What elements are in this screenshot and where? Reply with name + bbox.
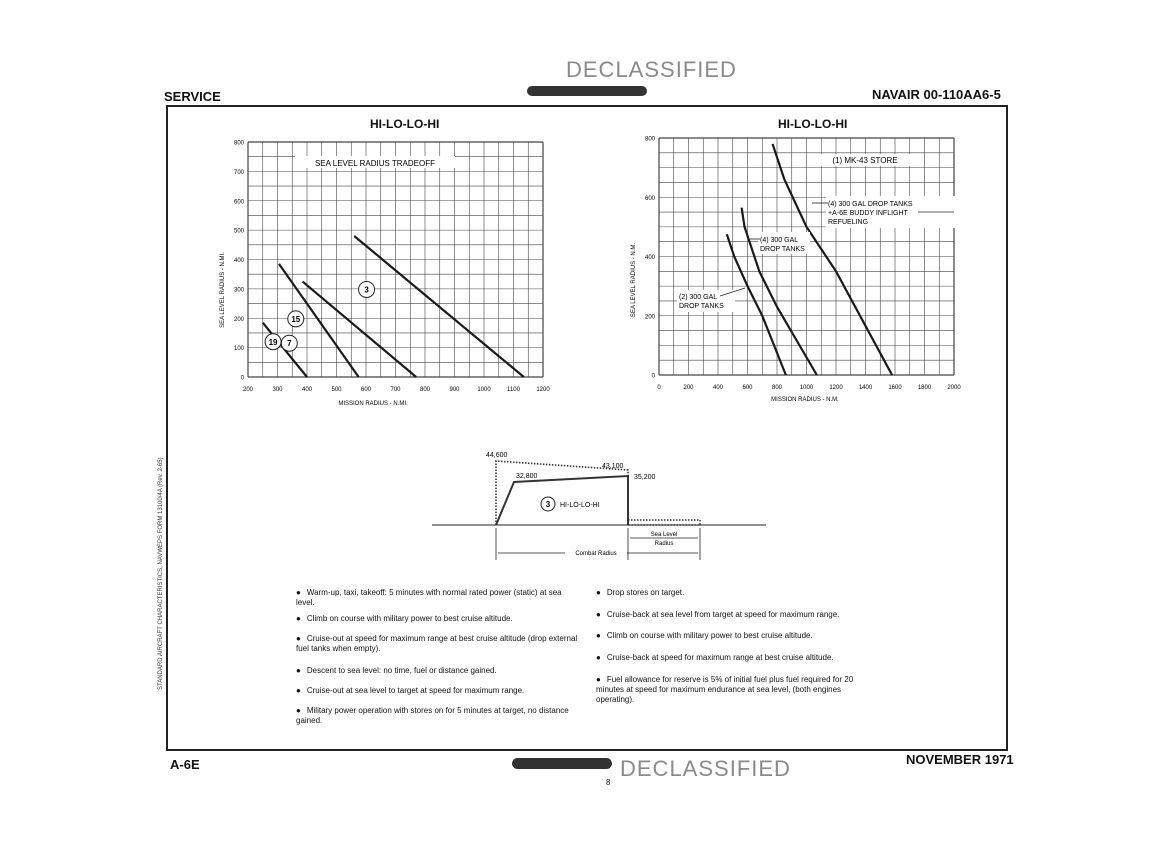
x-tick-label: 1000 <box>799 385 814 391</box>
left-chart-ylabel: SEA LEVEL RADIUS - N.MI. <box>220 252 226 328</box>
series-line-2 <box>773 144 892 375</box>
note-right-3: ● Climb on course with military power to best cruise altitude. <box>596 631 813 640</box>
y-tick-label: 700 <box>233 169 244 176</box>
left-chart-x-ticks <box>243 387 550 393</box>
y-tick-label: 300 <box>233 287 244 294</box>
mission-profile-diagram <box>430 448 775 563</box>
series-line-2 <box>303 282 417 377</box>
notes-left <box>296 588 582 726</box>
left-chart-title: HI-LO-LO-HI <box>370 117 440 131</box>
header-doc-number: NAVAIR 00-110AA6-5 <box>872 87 1001 102</box>
declassified-stamp-top: DECLASSIFIED <box>566 57 737 82</box>
page-number: 8 <box>606 778 611 787</box>
redaction-bar-bottom <box>512 758 612 769</box>
y-tick-label: 800 <box>233 140 244 147</box>
y-tick-label: 800 <box>644 136 655 143</box>
mission-label: HI-LO-LO-HI <box>560 502 600 509</box>
note-left-5: ● Cruise-out at sea level to target at speed for maximum range. <box>296 686 525 695</box>
y-tick-label: 600 <box>233 199 244 206</box>
y-tick-label: 400 <box>233 258 244 264</box>
y-tick-label: 600 <box>644 195 655 202</box>
note-left-4: ● Descent to sea level: no time, fuel or distance gained. <box>296 666 497 675</box>
annotation-2-tanks-b: DROP TANKS <box>679 303 724 310</box>
note-left-3: ● Cruise-out at speed for maximum range at best cruise altitude (drop external fuel tanks when empty). <box>296 634 578 653</box>
sea-level-radius-label-1: Sea Level <box>650 532 678 538</box>
left-chart-y-ticks <box>234 141 245 382</box>
x-tick-label: 1100 <box>507 387 520 393</box>
right-chart-y-ticks <box>645 137 656 380</box>
note-right-4: ● Cruise-back at speed for maximum range at best cruise altitude. <box>596 653 834 662</box>
curve-badge-label: 15 <box>291 314 301 324</box>
y-tick-label: 500 <box>233 228 244 235</box>
footer-aircraft: A-6E <box>170 757 200 772</box>
y-tick-label: 0 <box>240 375 244 382</box>
x-tick-label: 200 <box>242 387 254 393</box>
right-chart-ylabel: SEA LEVEL RADIUS - N.M. <box>631 242 637 318</box>
right-chart-annotations <box>677 196 956 312</box>
right-chart <box>620 130 970 415</box>
note-left-1: ● Warm-up, taxi, takeoff: 5 minutes with normal rated power (static) at sea level. <box>296 588 562 607</box>
annotation-4-tanks: (4) 300 GAL <box>760 237 799 244</box>
left-chart-series <box>263 236 524 377</box>
sea-level-radius-label-2: Radius <box>654 541 674 547</box>
left-chart-inner-label: SEA LEVEL RADIUS TRADEOFF <box>314 159 436 168</box>
note-right-2: ● Cruise-back at sea level from target at speed for maximum range. <box>596 610 840 619</box>
declassified-stamp-bottom: DECLASSIFIED <box>620 756 791 781</box>
profile-solid-path <box>496 476 628 525</box>
left-chart-curve-badges <box>265 281 375 351</box>
x-tick-label: 200 <box>683 385 694 391</box>
x-tick-label: 1800 <box>917 385 932 391</box>
alt-44600: 44,600 <box>486 452 508 459</box>
annotation-4-tanks-b: DROP TANKS <box>760 246 805 253</box>
series-line-3 <box>354 236 524 377</box>
curve-badge-label: 3 <box>364 285 369 295</box>
x-tick-label: 2000 <box>947 385 961 391</box>
annotation-refueling: REFUELING <box>828 219 869 226</box>
curve-badge-label: 7 <box>287 339 292 349</box>
y-tick-label: 0 <box>651 373 655 380</box>
curve-badge-label: 19 <box>268 337 278 347</box>
y-tick-label: 200 <box>233 316 244 323</box>
x-tick-label: 1000 <box>477 387 491 393</box>
x-tick-label: 600 <box>742 385 753 391</box>
y-tick-label: 100 <box>233 346 244 353</box>
x-tick-label: 800 <box>771 385 783 391</box>
x-tick-label: 1200 <box>829 385 843 391</box>
x-tick-label: 800 <box>419 387 431 393</box>
x-tick-label: 500 <box>331 387 342 393</box>
x-tick-label: 400 <box>712 385 724 391</box>
sidebar-form-text: STANDARD AIRCRAFT CHARACTERISTICS, NAVWEPS FORM 13100/4A (Rev. 2-65) <box>158 457 164 690</box>
left-chart-xlabel: MISSION RADIUS - N.MI. <box>338 401 408 407</box>
note-left-2: ● Climb on course with military power to best cruise altitude. <box>296 614 513 623</box>
x-tick-label: 600 <box>360 387 372 393</box>
right-chart-xlabel: MISSION RADIUS - N.M. <box>771 397 839 403</box>
header-service: SERVICE <box>164 89 221 104</box>
annotation-2-tanks: (2) 300 GAL <box>679 294 718 301</box>
combat-radius-label: Combat Radius <box>575 551 617 557</box>
note-right-1: ● Drop stores on target. <box>596 588 685 597</box>
x-tick-label: 700 <box>390 387 401 393</box>
note-right-5: ● Fuel allowance for reserve is 5% of initial fuel plus fuel required for 20 minutes at speed for maximum endurance at sea level, (both engines operating). <box>596 675 854 704</box>
alt-43100: 43,100 <box>602 463 624 470</box>
alt-35200: 35,200 <box>634 474 656 481</box>
x-tick-label: 1600 <box>888 385 902 391</box>
left-chart <box>200 130 570 415</box>
x-tick-label: 0 <box>657 385 661 391</box>
right-chart-series <box>727 144 892 375</box>
x-tick-label: 1400 <box>858 385 873 391</box>
y-tick-label: 200 <box>644 314 655 321</box>
right-chart-title: HI-LO-LO-HI <box>778 117 848 131</box>
note-left-6: ● Military power operation with stores on for 5 minutes at target, no distance gained. <box>296 706 569 725</box>
right-chart-grid <box>659 138 954 375</box>
annotation-4-tanks-buddy: (4) 300 GAL DROP TANKS <box>828 201 913 208</box>
profile-dotted-path <box>496 461 628 525</box>
y-tick-label: 400 <box>644 255 655 261</box>
right-chart-x-ticks <box>657 385 961 391</box>
x-tick-label: 1200 <box>536 387 550 393</box>
x-tick-label: 300 <box>272 387 283 393</box>
mission-number: 3 <box>545 500 551 509</box>
notes-right <box>596 588 876 705</box>
redaction-bar-top <box>527 86 647 96</box>
x-tick-label: 400 <box>301 387 313 393</box>
annotation-buddy-refuel: +A-6E BUDDY INFLIGHT <box>828 210 908 217</box>
right-chart-store-label: (1) MK-43 STORE <box>832 156 898 165</box>
sea-level-segment <box>628 520 700 525</box>
alt-32800: 32,800 <box>516 473 538 480</box>
footer-date: NOVEMBER 1971 <box>906 752 1014 767</box>
x-tick-label: 900 <box>449 387 460 393</box>
